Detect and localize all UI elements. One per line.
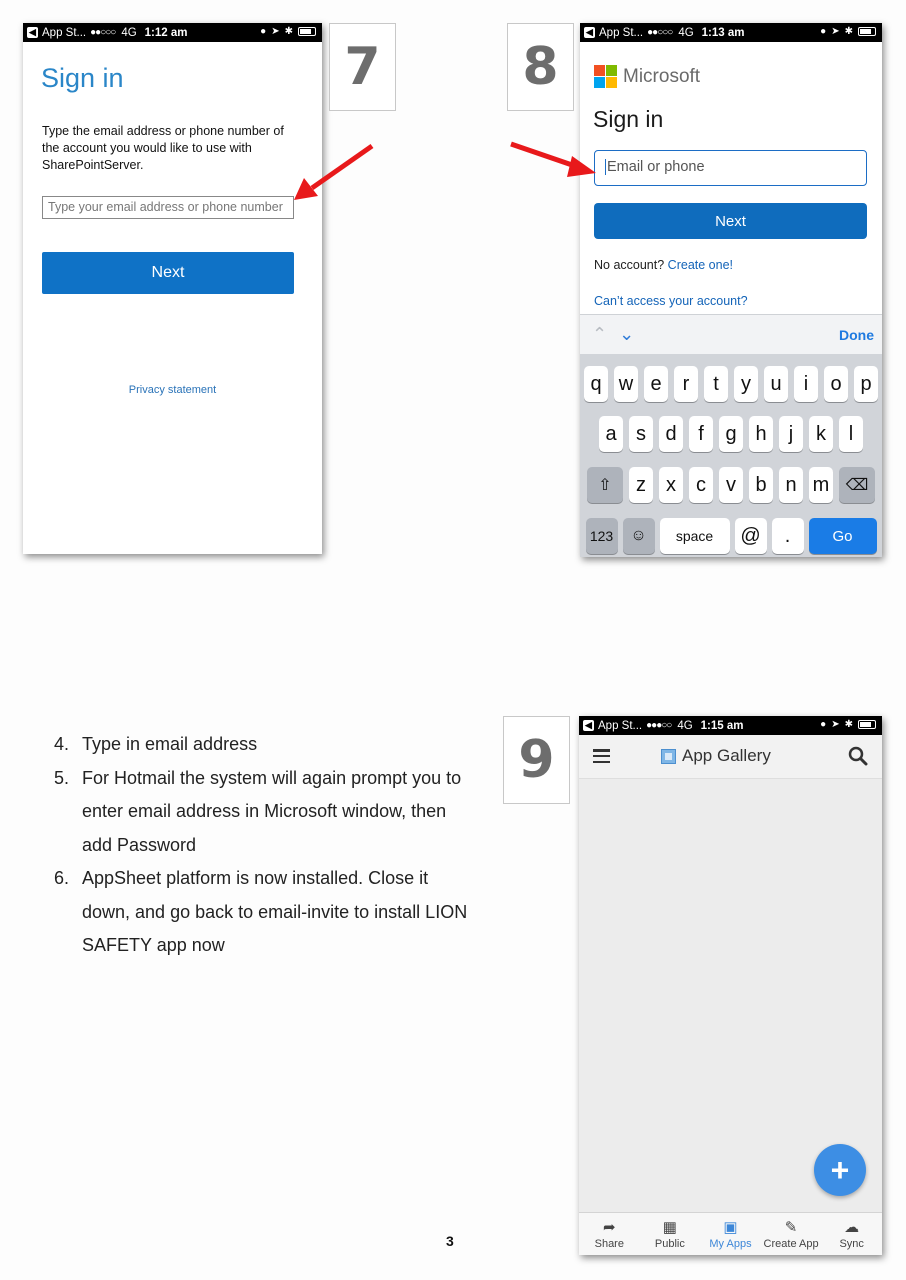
key[interactable]: b — [749, 467, 773, 503]
no-account-row — [594, 258, 733, 272]
keyboard-row-2 — [580, 416, 882, 452]
back-arrow-icon[interactable]: ◀ — [583, 720, 594, 731]
tab-public[interactable] — [640, 1213, 701, 1255]
microsoft-grid-icon — [594, 65, 617, 88]
clock: 1:15 am — [700, 719, 744, 732]
tab-label: My Apps — [709, 1237, 752, 1250]
step-number-7: 7 — [329, 23, 396, 111]
chevron-down-icon[interactable]: ⌄ — [619, 324, 635, 344]
key[interactable]: t — [704, 366, 728, 402]
email-or-phone-field[interactable] — [594, 150, 867, 186]
battery-icon — [858, 720, 876, 729]
signal-icon: ●●○○○ — [90, 27, 116, 38]
key[interactable]: a — [599, 416, 623, 452]
key[interactable]: j — [779, 416, 803, 452]
status-icons — [820, 26, 876, 37]
list-text: Type in email address — [82, 734, 258, 754]
list-item — [54, 862, 474, 963]
key[interactable]: h — [749, 416, 773, 452]
keyboard-row-1 — [580, 366, 882, 402]
clock: 1:13 am — [701, 26, 745, 39]
list-text: AppSheet platform is now installed. Close it down, and go back to email-invite to install LION SAFETY app now — [82, 868, 468, 955]
page-number: 3 — [446, 1233, 454, 1249]
email-placeholder: Email or phone — [607, 159, 705, 175]
status-icons — [820, 719, 876, 730]
list-number: 5. — [54, 767, 70, 788]
logo-square-yellow — [606, 77, 617, 88]
next-button[interactable]: Next — [42, 252, 294, 294]
list-number: 6. — [54, 868, 70, 888]
back-arrow-icon[interactable]: ◀ — [27, 27, 38, 38]
carrier-label: 4G — [678, 26, 694, 39]
create-account-link[interactable]: Create one! — [667, 258, 733, 272]
logo-square-red — [594, 65, 605, 76]
chevron-up-icon[interactable]: ⌃ — [592, 324, 608, 344]
menu-icon[interactable] — [593, 749, 610, 763]
bluetooth-icon: ✱ — [844, 719, 853, 730]
battery-icon — [858, 27, 876, 36]
clock: 1:12 am — [144, 26, 188, 39]
key[interactable]: k — [809, 416, 833, 452]
key[interactable]: y — [734, 366, 758, 402]
numbers-key[interactable]: 123 — [586, 518, 618, 554]
key[interactable]: r — [674, 366, 698, 402]
app-header — [579, 735, 882, 779]
logo-square-blue — [594, 77, 605, 88]
screenshot-sharepoint-signin — [23, 23, 322, 554]
status-bar — [580, 23, 882, 42]
text-cursor — [605, 159, 606, 175]
bluetooth-icon: ✱ — [284, 26, 293, 37]
dot-key[interactable]: . — [772, 518, 804, 554]
microsoft-logo — [594, 65, 700, 88]
key[interactable]: d — [659, 416, 683, 452]
signin-description: Type the email address or phone number of the account you would like to use with SharePointServer. — [42, 124, 284, 172]
email-field[interactable]: Type your email address or phone number — [42, 196, 294, 219]
battery-icon — [298, 27, 316, 36]
key[interactable]: m — [809, 467, 833, 503]
tab-share[interactable] — [579, 1213, 640, 1255]
key[interactable]: u — [764, 366, 788, 402]
search-icon[interactable] — [848, 746, 868, 766]
lock-rotation-icon: ● — [820, 26, 827, 37]
lock-rotation-icon: ● — [820, 719, 827, 730]
lock-rotation-icon: ● — [260, 26, 267, 37]
tab-label: Public — [654, 1237, 685, 1250]
key[interactable]: v — [719, 467, 743, 503]
gallery-icon — [661, 749, 676, 764]
signal-icon: ●●●○○ — [646, 720, 672, 731]
no-account-text: No account? — [594, 258, 665, 272]
header-title — [661, 746, 771, 766]
bluetooth-icon: ✱ — [844, 26, 853, 37]
list-number: 4. — [54, 734, 70, 754]
privacy-link[interactable]: Privacy statement — [128, 384, 217, 396]
go-key[interactable]: Go — [809, 518, 877, 554]
on-screen-keyboard — [580, 354, 882, 557]
logo-square-green — [606, 65, 617, 76]
status-icons — [260, 26, 316, 37]
keyboard-accessory-bar — [580, 314, 882, 354]
list-text: For Hotmail the system will again prompt you to enter email address in Microsoft window, then add Password — [82, 767, 462, 855]
image-icon: ▦ — [662, 1218, 677, 1236]
cant-access-link[interactable]: Can’t access your account? — [594, 294, 748, 308]
key[interactable]: s — [629, 416, 653, 452]
add-app-button[interactable]: + — [814, 1144, 866, 1196]
location-icon: ➤ — [271, 26, 280, 37]
tab-sync[interactable] — [821, 1213, 882, 1255]
edit-icon: ✎ — [784, 1218, 798, 1236]
screenshot-microsoft-signin — [580, 23, 882, 557]
delete-key-icon[interactable]: ⌫ — [839, 467, 875, 503]
next-button[interactable]: Next — [594, 203, 867, 239]
back-arrow-icon[interactable]: ◀ — [584, 27, 595, 38]
microsoft-wordmark: Microsoft — [623, 65, 701, 87]
key[interactable]: g — [719, 416, 743, 452]
step-number-8: 8 — [507, 23, 574, 111]
list-item — [54, 728, 474, 762]
tab-create-app[interactable] — [761, 1213, 822, 1255]
page-title: Sign in — [593, 106, 664, 132]
key[interactable]: n — [779, 467, 803, 503]
page-title: Sign in — [41, 63, 124, 93]
signal-icon: ●●○○○ — [647, 27, 673, 38]
keyboard-row-3 — [580, 467, 882, 503]
emoji-key-icon[interactable]: ☺ — [623, 518, 655, 554]
tab-label: Create App — [763, 1237, 819, 1250]
carrier-label: 4G — [677, 719, 693, 732]
space-key[interactable]: space — [660, 518, 730, 554]
tab-label: Sync — [839, 1237, 864, 1250]
gallery-title: App Gallery — [682, 746, 771, 765]
list-item — [54, 762, 474, 863]
key[interactable]: l — [839, 416, 863, 452]
key[interactable]: z — [629, 467, 653, 503]
at-key[interactable]: @ — [735, 518, 767, 554]
cloud-icon: ☁ — [844, 1218, 860, 1236]
shift-key-icon[interactable]: ⇧ — [587, 467, 623, 503]
back-app-label[interactable]: App St... — [599, 26, 644, 39]
location-icon: ➤ — [831, 719, 840, 730]
instruction-list — [54, 728, 474, 963]
back-app-label[interactable]: App St... — [42, 26, 87, 39]
tab-my-apps[interactable] — [700, 1213, 761, 1255]
step-number-9: 9 — [503, 716, 570, 804]
screenshot-app-gallery — [579, 716, 882, 1255]
tab-label: Share — [594, 1237, 624, 1250]
done-button[interactable]: Done — [839, 326, 874, 343]
status-bar — [23, 23, 322, 42]
key[interactable]: q — [584, 366, 608, 402]
key[interactable]: c — [689, 467, 713, 503]
share-icon: ➦ — [603, 1218, 616, 1236]
location-icon: ➤ — [831, 26, 840, 37]
status-bar — [579, 716, 882, 735]
back-app-label[interactable]: App St... — [598, 719, 643, 732]
carrier-label: 4G — [121, 26, 137, 39]
key[interactable]: x — [659, 467, 683, 503]
key[interactable]: e — [644, 366, 668, 402]
key[interactable]: f — [689, 416, 713, 452]
bottom-tab-bar — [579, 1212, 882, 1255]
key[interactable]: w — [614, 366, 638, 402]
keyboard-row-4 — [580, 518, 882, 554]
key[interactable]: i — [794, 366, 818, 402]
key[interactable]: p — [854, 366, 878, 402]
briefcase-icon: ▣ — [723, 1218, 738, 1236]
key[interactable]: o — [824, 366, 848, 402]
